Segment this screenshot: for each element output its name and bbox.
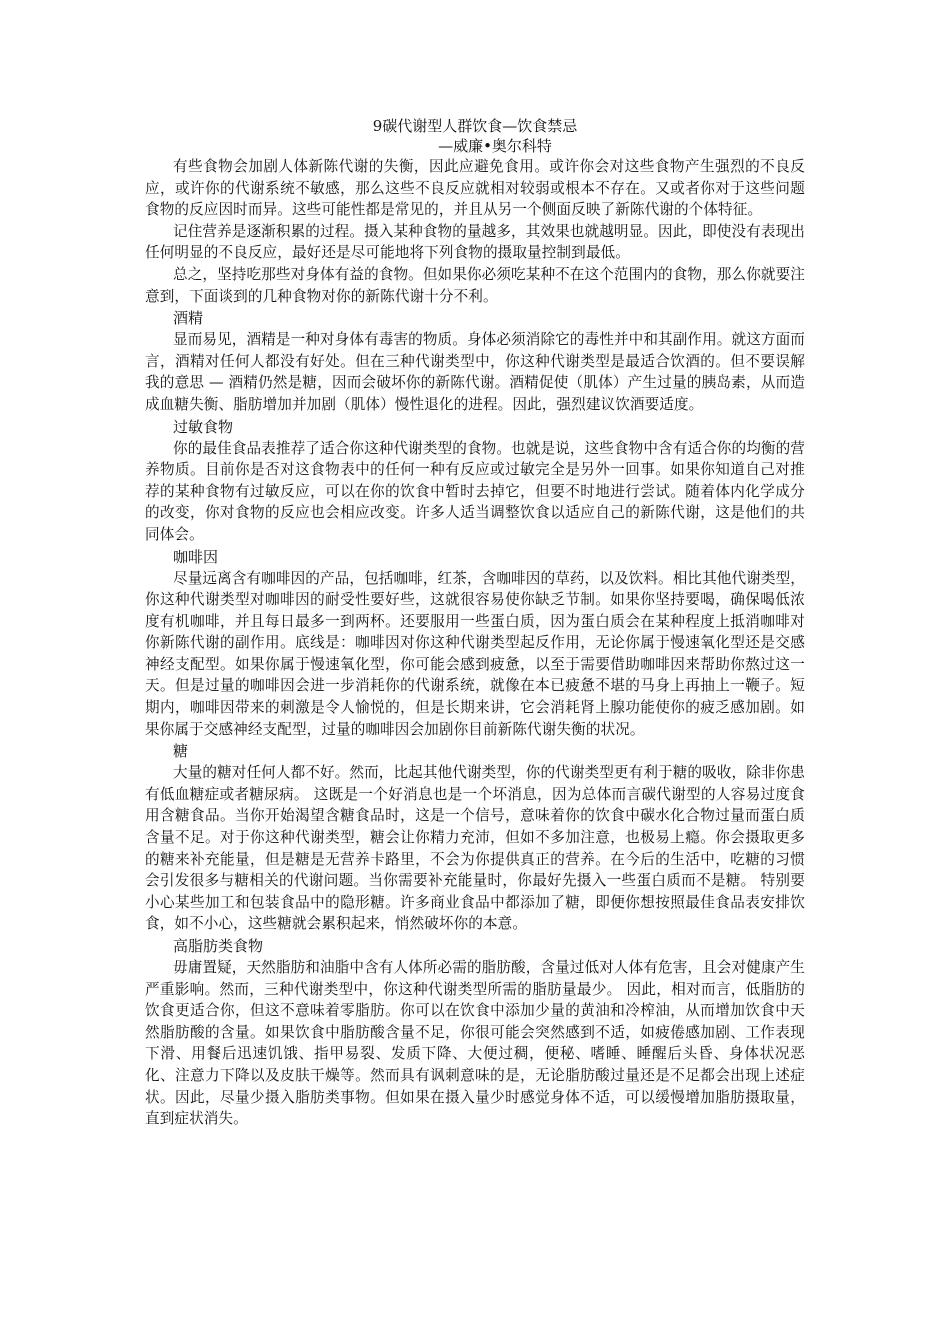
intro-paragraph-2: 记住营养是逐渐积累的过程。摄入某种食物的量越多，其效果也就越明显。因此，即使没有表现出任何明显的不良反应，最好还是尽可能地将下列食物的摄取量控制到最低。: [145, 222, 805, 262]
section-heading-caffeine: 咖啡因: [173, 547, 219, 566]
document-page: [145, 116, 805, 1130]
section-text-sugar: 大量的糖对任何人都不好。然而，比起其他代谢类型，你的代谢类型更有利于糖的吸收，除非你患有低血糖症或者糖尿病。 这既是一个好消息也是一个坏消息，因为总体而言碳代谢型的人容易过度食用含糖食品。当你开始渴望含糖食品时，这是一个信号，意味着你的饮食中碳水化合物过量而蛋白质含量不足。对于你这种代谢类型，糖会让你精力充沛，但如不多加注意，也极易上瘾。你会摄取更多的糖来补充能量，但是糖是无营养卡路里，不会为你提供真正的营养。在今后的生活中，吃糖的习惯会引发很多与糖相关的代谢问题。当你需要补充能量时，你最好先摄入一些蛋白质而不是糖。 特别要小心某些加工和包装食品中的隐形糖。许多商业食品中都添加了糖，即便你想按照最佳食品表安排饮食，如不小心，这些糖就会累积起来，悄然破坏你的本意。: [145, 764, 805, 933]
section-heading-high-fat-foods: 高脂肪类食物: [173, 937, 264, 955]
section-text-high-fat-foods: 毋庸置疑，天然脂肪和油脂中含有人体所必需的脂肪酸，含量过低对人体有危害，且会对健康产生严重影响。然而，三种代谢类型中，你这种代谢类型所需的脂肪量最少。 因此，相对而言，低脂肪的饮食更适合你，但这不意味着零脂肪。你可以在饮食中添加少量的黄油和冷榨油，从而增加饮食中天然脂肪酸的含量。如果饮食中脂肪酸含量不足，你很可能会突然感到不适，如疲倦感加剧、工作表现下滑、用餐后迅速饥饿、指甲易裂、发质下降、大便过稠，便秘、嗜睡、睡醒后头昏、身体状况恶化、注意力下降以及皮肤干燥等。然而具有讽刺意味的是，无论脂肪酸过量还是不足都会出现上述症状。因此，尽量少摄入脂肪类事物。但如果在摄入量少时感觉身体不适，可以缓慢增加脂肪摄取量，直到症状消失。: [145, 959, 805, 1128]
section-heading-allergy-foods: 过敏食物: [173, 417, 234, 436]
section-text-caffeine: 尽量远离含有咖啡因的产品，包括咖啡，红茶，含咖啡因的草药，以及饮料。相比其他代谢类型，你这种代谢类型对咖啡因的耐受性要好些，这就很容易使你缺乏节制。如果你坚持要喝，确保喝低浓度有机咖啡，并且每日最多一到两杯。还要服用一些蛋白质，因为蛋白质会在某种程度上抵消咖啡对你新陈代谢的副作用。底线是：咖啡因对你这种代谢类型起反作用，无论你属于慢速氧化型还是交感神经支配型。如果你属于慢速氧化型，你可能会感到疲惫，以至于需要借助咖啡因来帮助你熬过这一天。但是过量的咖啡因会进一步消耗你的代谢系统，就像在本已疲惫不堪的马身上再抽上一鞭子。短期内，咖啡因带来的刺激是令人愉悦的，但是长期来讲，它会消耗肾上腺功能使你的疲乏感加剧。如果你属于交感神经支配型，过量的咖啡因会加剧你目前新陈代谢失衡的状况。: [145, 569, 805, 738]
intro-paragraph-1: 有些食物会加剧人体新陈代谢的失衡，因此应避免食用。或许你会对这些食物产生强烈的不良反应，或许你的代谢系统不敏感，那么这些不良反应就相对较弱或根本不存在。又或者你对于这些问题食物的反应因时而异。这些可能性都是常见的，并且从另一个侧面反映了新陈代谢的个体特征。: [145, 158, 805, 219]
section-heading-alcohol: 酒精: [173, 309, 204, 328]
document-author: —威廉•奥尔科特: [438, 137, 552, 155]
section-text-alcohol: 显而易见，酒精是一种对身体有毒害的物质。身体必须消除它的毒性并中和其副作用。就这方面而言，酒精对任何人都没有好处。但在三种代谢类型中，你这种代谢类型是最适合饮酒的。但不要误解我的意思 — 酒精仍然是糖，因而会破坏你的新陈代谢。酒精促使（肌体）产生过量的胰岛素，从而造成血糖失衡、脂肪增加并加剧（肌体）慢性退化的进程。因此，强烈建议饮酒要适度。: [145, 331, 805, 413]
intro-paragraph-3: 总之，坚持吃那些对身体有益的食物。但如果你必须吃某种不在这个范围内的食物，那么你就要注意到，下面谈到的几种食物对你的新陈代谢十分不利。: [145, 265, 805, 305]
document-title: 9碳代谢型人群饮食—饮食禁忌: [372, 117, 578, 135]
section-text-allergy-foods: 你的最佳食品表推荐了适合你这种代谢类型的食物。也就是说，这些食物中含有适合你的均衡的营养物质。目前你是否对这食物表中的任何一种有反应或过敏完全是另外一回事。如果你知道自己对推荐的某种食物有过敏反应，可以在你的饮食中暂时去掉它，但要不时地进行尝试。随着体内化学成分的改变，你对食物的反应也会相应改变。许多人适当调整饮食以适应自己的新陈代谢，这是他们的共同体会。: [145, 439, 805, 543]
section-heading-sugar: 糖: [173, 742, 189, 761]
